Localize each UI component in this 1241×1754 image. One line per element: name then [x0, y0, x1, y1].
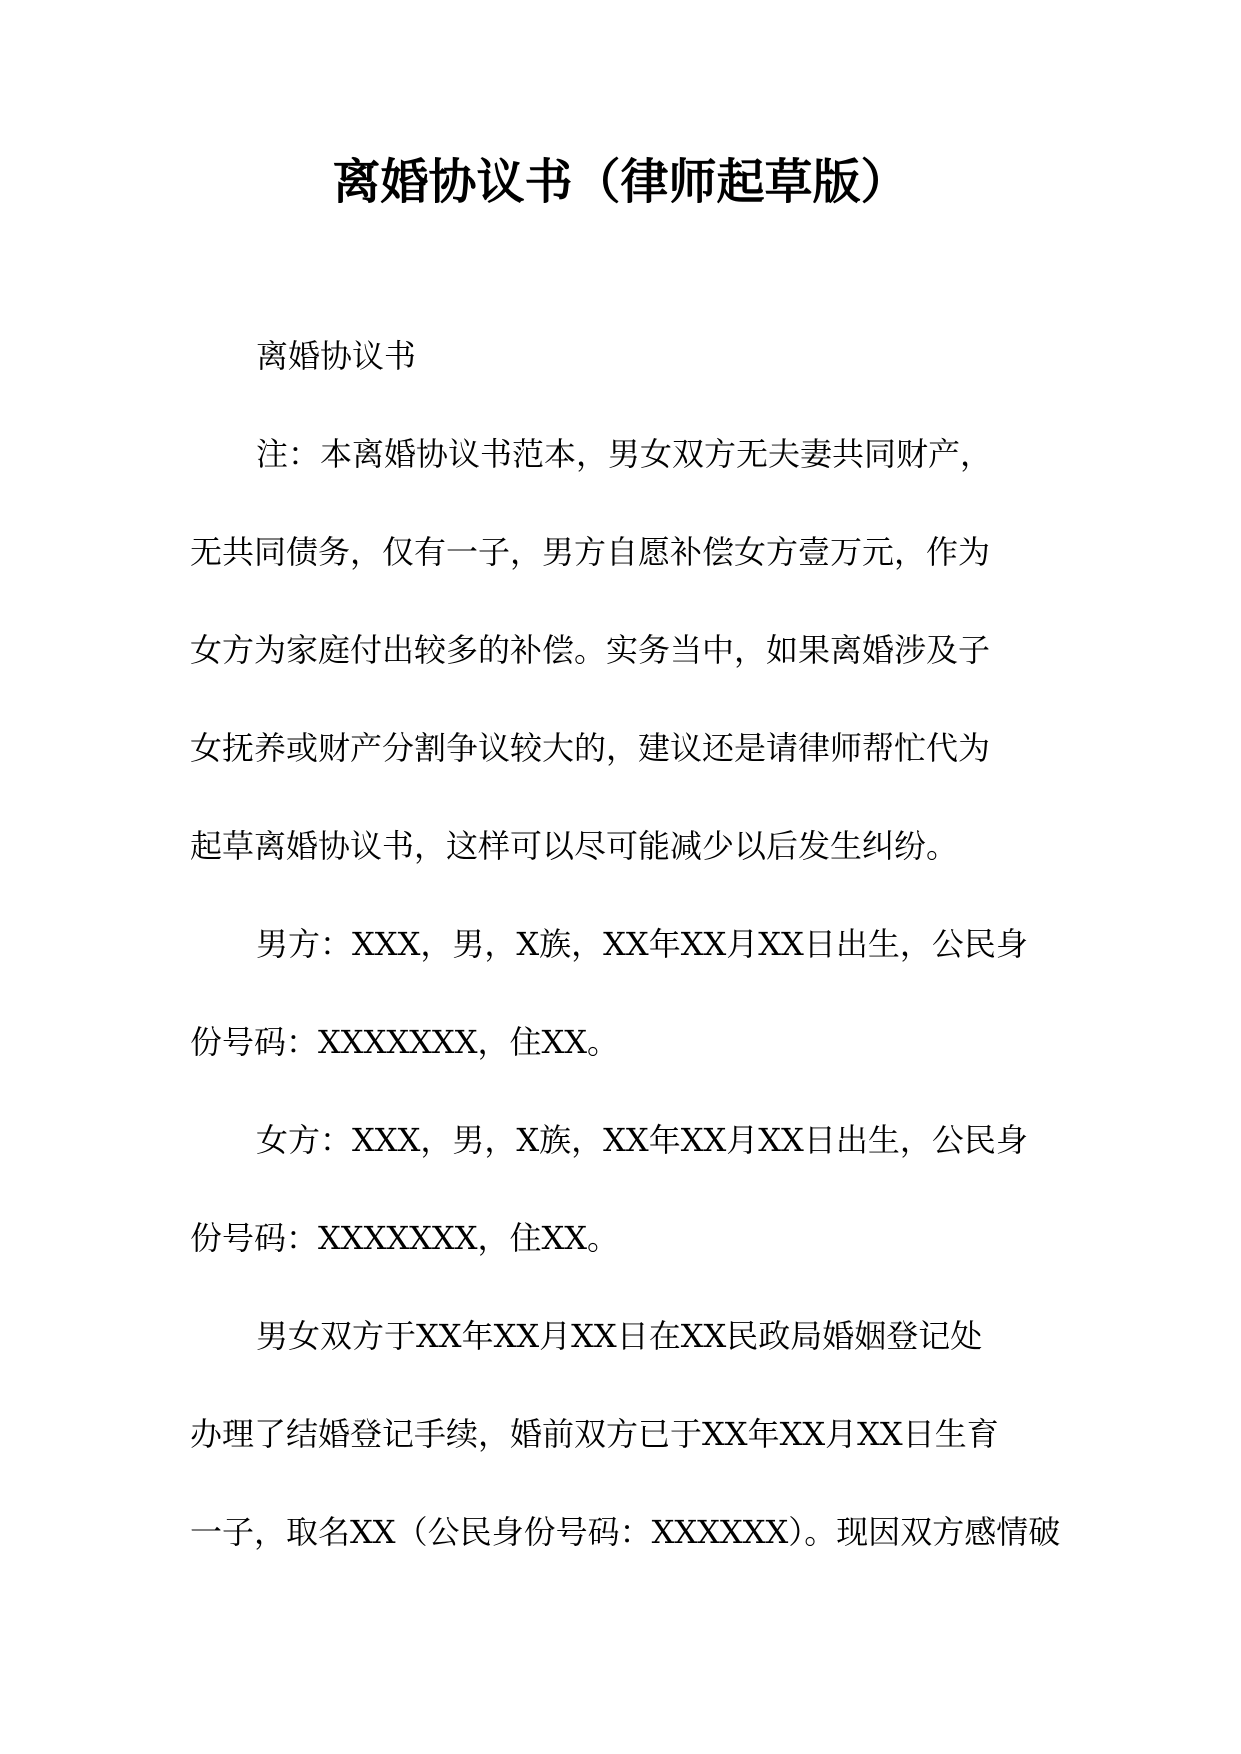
- paragraph-female-party: [190, 1091, 1070, 1287]
- text-line: 起草离婚协议书，这样可以尽可能减少以后发生纠纷。: [190, 827, 959, 865]
- text-line: 办理了结婚登记手续，婚前双方已于XX年XX月XX日生育: [190, 1415, 999, 1453]
- text-line: 一子，取名XX（公民身份号码：XXXXXX）。现因双方感情破: [190, 1513, 1061, 1551]
- text-line: 无共同债务，仅有一子，男方自愿补偿女方壹万元，作为: [190, 533, 991, 571]
- text-line: 离婚协议书: [256, 337, 417, 375]
- text-line: 男方：XXX，男，X族，XX年XX月XX日出生，公民身: [256, 925, 1028, 963]
- paragraph-marriage: [190, 1287, 1070, 1581]
- text-line: 女方为家庭付出较多的补偿。实务当中，如果离婚涉及子: [190, 631, 991, 669]
- text-line: 女抚养或财产分割争议较大的，建议还是请律师帮忙代为: [190, 729, 991, 767]
- text-line: 份号码：XXXXXXX，住XX。: [190, 1023, 620, 1061]
- text-line: 份号码：XXXXXXX，住XX。: [190, 1219, 620, 1257]
- document-title: 离婚协议书（律师起草版）: [332, 154, 909, 210]
- document-body: [190, 307, 1070, 1581]
- paragraph-note: [190, 405, 1070, 895]
- paragraph-male-party: [190, 895, 1070, 1091]
- paragraph-heading: [190, 307, 1070, 405]
- text-line: 男女双方于XX年XX月XX日在XX民政局婚姻登记处: [256, 1317, 983, 1355]
- text-line: 注：本离婚协议书范本，男女双方无夫妻共同财产，: [256, 435, 993, 473]
- text-line: 女方：XXX，男，X族，XX年XX月XX日出生，公民身: [256, 1121, 1028, 1159]
